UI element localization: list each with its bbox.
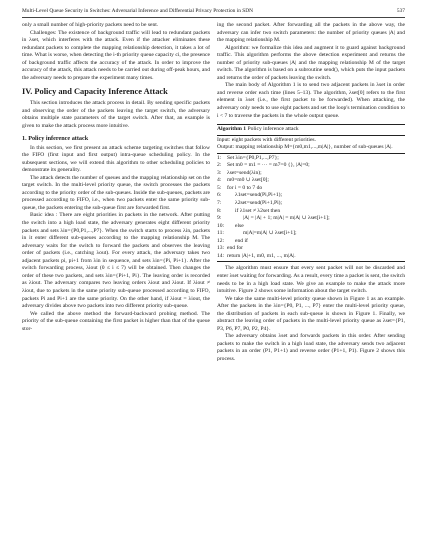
- paragraph: The algorithm must ensure that every sent packet will not be discarded and enter λset waiting for forwarding. As a result, every time a packet is sent, the switch needs to be in a high load state. We give an example to make the attack more intuitive. Figure 2 shows some information about the target switch.: [217, 265, 405, 295]
- line-text: Set m0 = m1 = ··· = m7=0 {}, |A|=0;: [227, 162, 310, 169]
- algorithm-line: [217, 192, 405, 200]
- algorithm-input: Input: eight packets with different priorities.: [217, 136, 317, 143]
- paragraph: only a small number of high-priority packets need to be sent.: [22, 22, 159, 28]
- line-text: |A| = |A| + 1; m|A| = m|A| ∪ λset[i+1];: [243, 215, 330, 222]
- subsection-heading: 1. Policy inference attack: [22, 134, 89, 142]
- algorithm-line: [217, 223, 405, 231]
- line-number: 12:: [217, 237, 225, 244]
- running-title: Multi-Level Queue Security in Switches: Adversarial Inference and Differential Privacy Protection in SDN: [22, 8, 254, 14]
- paragraph-basic-idea: Basic idea : There are eight priorities in packets in the network. After putting the switch into a high load state, the adversary generates eight different priority packets and sets λin={P0,P1,...,P7}. When the switch starts to process λin, packets in it enter different sub-queues according to the mapping relationship M. The adversary waits for the switch to forward the packets and observes the leaving order of packets (i.e., catching λout). For every attack, the adversary takes two adjacent packets pi, pi+1 from λin in sequence, and sets λin={Pi, Pi+1}. After the switch forwarding process, λiout (0 ≤ i ≤ 7) will be obtained. Then changes the order of these two packets, and sets λin={Pi+1, Pi}. The leaving order is recorded as λiout. The adversary compares two leaving orders λiout and λiout. If λiout ≠ λiout, due to packets in the same priority sub-queue processed according to FIFO, packets Pi and Pi+1 are the same priority. On the other hand, if λiout = λiout, the adversary divides above two packets into two different priority sub-queue.: [22, 212, 210, 310]
- line-text: for i = 0 to 7 do: [227, 184, 263, 191]
- paragraph: We called the above method the forward-backward probing method. The priority of the sub-queue containing the first packet is higher than that of the queue stor-: [22, 310, 210, 332]
- algorithm-box: [217, 124, 405, 262]
- line-number: 8:: [217, 207, 222, 214]
- algorithm-label: Algorithm 1: [217, 126, 247, 133]
- line-text: m0=m0 ∪ λset[0];: [227, 177, 269, 184]
- line-number: 13:: [217, 245, 225, 252]
- running-header: [22, 6, 405, 16]
- line-text: λ1set=send(Pi,Pi+1);: [235, 192, 283, 199]
- algorithm-line: [217, 245, 405, 253]
- line-text: λ2set=send(Pi+1,Pi);: [235, 200, 283, 207]
- line-text: return |A|+1, m0, m1, ..., m|A|.: [227, 252, 296, 259]
- line-number: 7:: [217, 200, 222, 207]
- paragraph: This section introduces the attack process in detail. By sending specific packets and observing the order of the packets leaving the target switch, the adversary obtains multiple state parameters of the target switch. After that, an example is given to make the attack process more intuitive.: [22, 100, 210, 130]
- paragraph-algorithm: Algorithm: we formalize this idea and augment it to guard against background traffic. This algorithm performs the above detection experiment and returns the number of priority sub-queues |A| and the mapping relationship M of the target switch. The algorithm is based on a subroutine send(), which puts the input packets and returns the order of packets leaving the switch.: [217, 44, 405, 81]
- line-number: 10:: [217, 222, 225, 229]
- line-text: if λ1set ≠ λ2set then: [235, 207, 281, 214]
- algorithm-line: [217, 238, 405, 246]
- line-number: 9:: [217, 215, 222, 222]
- line-number: 2:: [217, 162, 222, 169]
- line-text: Set λin={P0,P1,...,P7};: [227, 154, 279, 161]
- page-number: 537: [396, 8, 405, 14]
- paragraph: The adversary obtains λset and forwards packets in this order. After sending packets to make the switch in a high load state, the adversary sends two adjacent packets in an order (P1, P1+1) and reverse order (P1+1, P1). Figure 2 shows this process.: [217, 333, 405, 362]
- algorithm-title: Policy inference attack: [247, 126, 299, 133]
- right-column: [217, 22, 405, 364]
- algorithm-line: [217, 253, 405, 261]
- line-number: 6:: [217, 192, 222, 199]
- line-number: 11:: [217, 230, 224, 237]
- line-text: end for: [227, 245, 243, 252]
- algorithm-line: [217, 230, 405, 238]
- paragraph: We take the same multi-level priority queue shown in Figure 1 as an example. After the packets in the λin={P0, P1, ..., P7} enter the multi-level priority queue, the distribution of packets in each sub-queue is shown in Figure 1. Finally, we abstract the leaving order of packets in the multi-level priority queue as λset={P1, P3, P6, P7, P0, P2, P4}.: [217, 295, 405, 332]
- line-text: end if: [235, 237, 248, 244]
- line-number: 14:: [217, 252, 225, 259]
- algorithm-line: [217, 170, 405, 178]
- algorithm-line: [217, 200, 405, 208]
- section-heading: IV. Policy and Capacity Inference Attack: [22, 87, 168, 97]
- line-text: else: [235, 222, 244, 229]
- header-rule: [22, 17, 405, 18]
- paragraph: ing the second packet. After forwarding all the packets in the above way, the adversary can infer two switch parameters: the number of priority queues |A| and the mapping relationship M.: [217, 22, 405, 44]
- paragraph: The main body of Algorithm 1 is to send two adjacent packets in λset in order and reverse order each time (lines 5–13). The algorithm, λset[0] refers to the first element in λset (i.e., the first packet to be forwarded). When attacking, the adversary only needs to use eight packets and set the loop's termination condition to i < 7 to traverse the packets in the whole output queue.: [217, 82, 405, 119]
- algorithm-line: [217, 215, 405, 223]
- paragraph: In this section, we first present an attack scheme targeting switches that follow the FIFO (first input and first output) intra-queue scheduling policy. In the subsequent sections, we will extend this algorithm to other scheduling policies to demonstrate its generality.: [22, 144, 210, 174]
- line-text: λset=send(λin);: [227, 169, 262, 176]
- line-text: m|A|=m|A| ∪ λset[i+1];: [243, 230, 297, 237]
- line-number: 4:: [217, 177, 222, 184]
- line-number: 3:: [217, 169, 222, 176]
- line-number: 5:: [217, 184, 222, 191]
- paragraph: The attack detects the number of queues and the mapping relationship set on the target switch. In the multi-level priority queue, the switch processes the packets according to the priority order of the sub-queues. Inside the sub-queues, packets are processed according to FIFO, i.e., when two packets enter the same priority sub-queue, the packets entering the sub-queue first are forwarded first.: [22, 174, 210, 211]
- algorithm-io: [217, 136, 405, 154]
- algorithm-line: [217, 155, 405, 163]
- paragraph-challenges: Challenges: The existence of background traffic will lead to redundant packets in λset, which interferes with the attack. Even if the attacker eliminates these redundant packets to complete the mapping relationship detection, it takes a lot of time. What is worse, when detecting the i-th priority queue capacity ci, the presence of background traffic affects the accuracy of the attack. In order to improve the accuracy of the attack, this attack needs to be carried out during off-peak hours, and the adversary needs to prepare the experiment many times.: [22, 29, 210, 81]
- algorithm-caption: [217, 125, 405, 136]
- algorithm-line: [217, 177, 405, 185]
- algorithm-line: [217, 208, 405, 216]
- line-number: 1:: [217, 154, 222, 161]
- left-column: [22, 22, 210, 333]
- algorithm-line: [217, 162, 405, 170]
- algorithm-lines: [217, 154, 405, 262]
- algorithm-output: Output: mapping relationship M={m0,m1,...,m|A|}, number of sub-queues |A|.: [217, 144, 393, 151]
